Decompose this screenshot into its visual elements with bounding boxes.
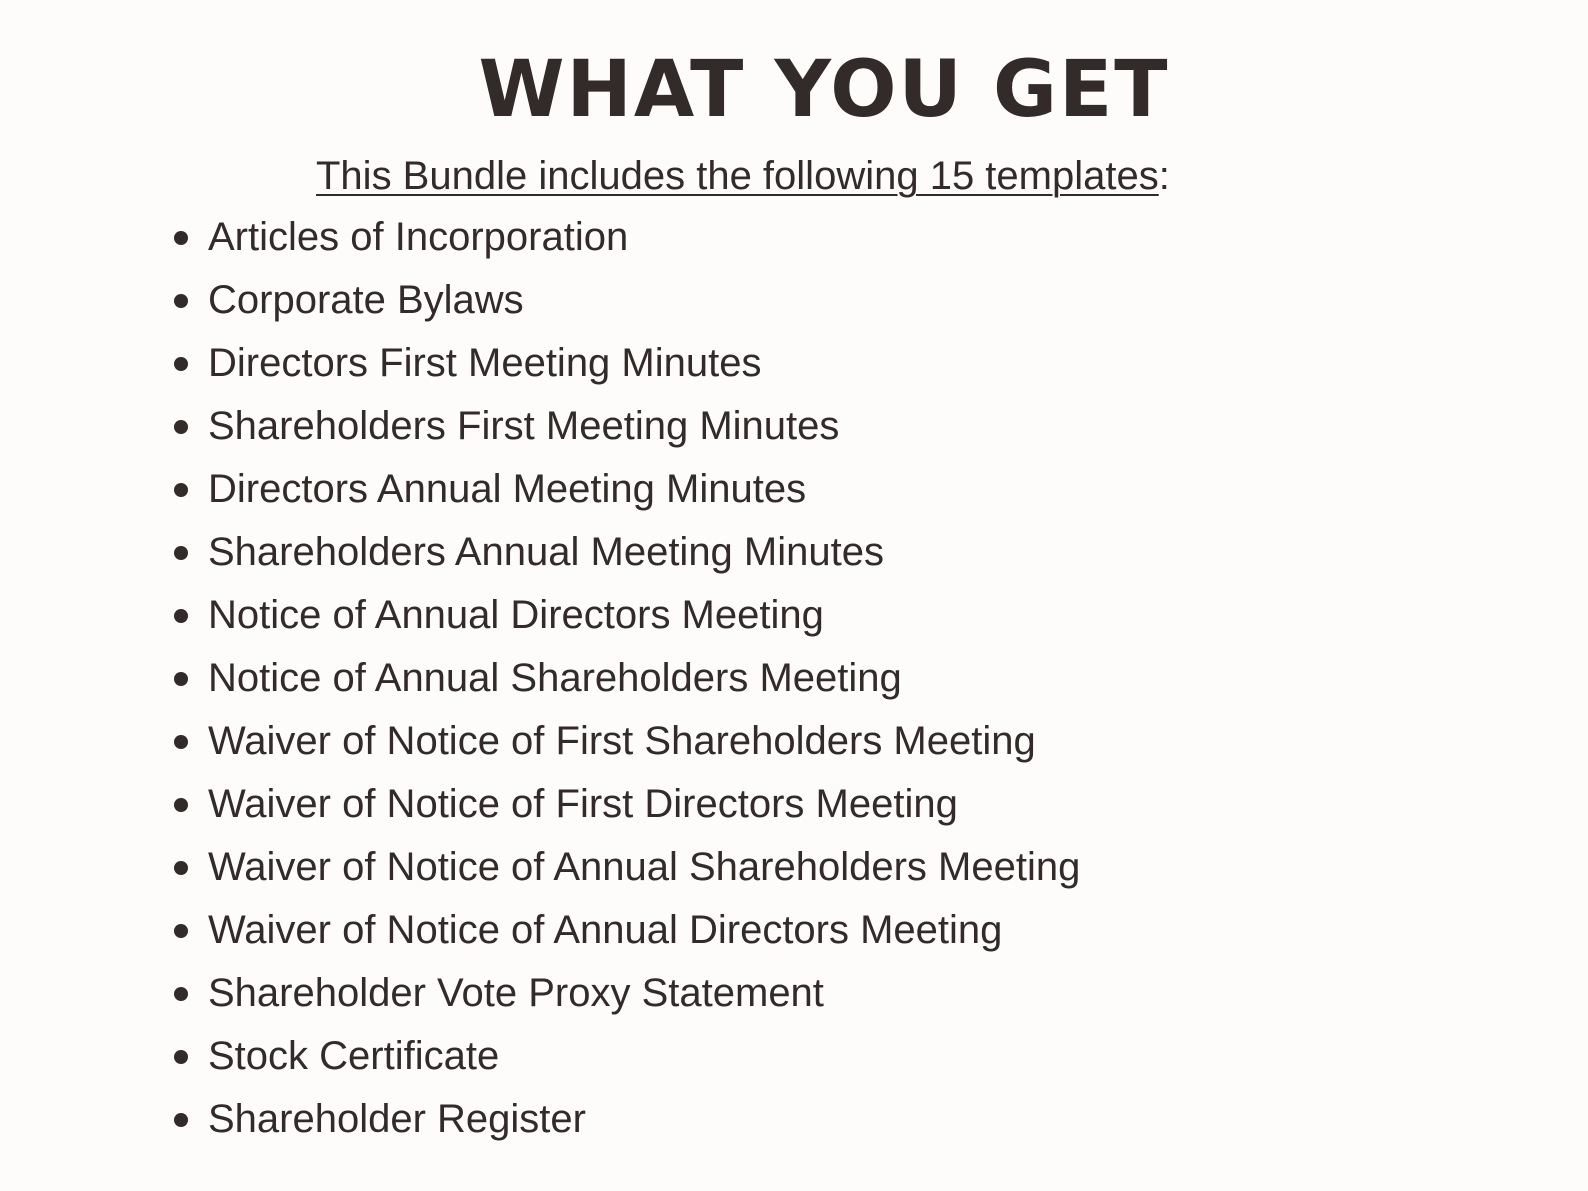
list-item-label: Shareholders First Meeting Minutes: [208, 404, 840, 448]
list-item: [172, 1088, 1080, 1151]
bullet-icon: [174, 483, 188, 497]
list-item: [172, 269, 1080, 332]
list-item: [172, 1025, 1080, 1088]
list-item: [172, 584, 1080, 647]
list-item-label: Articles of Incorporation: [208, 215, 629, 259]
list-item-label: Stock Certificate: [208, 1034, 500, 1078]
list-item: [172, 836, 1080, 899]
list-item: [172, 773, 1080, 836]
list-item-label: Shareholder Register: [208, 1097, 586, 1141]
bullet-icon: [174, 357, 188, 371]
bullet-icon: [174, 924, 188, 938]
bullet-icon: [174, 294, 188, 308]
bullet-icon: [174, 420, 188, 434]
list-item-label: Directors Annual Meeting Minutes: [208, 467, 807, 511]
bundle-subtitle-colon: :: [1158, 154, 1170, 198]
list-item-label: Directors First Meeting Minutes: [208, 341, 762, 385]
bullet-icon: [174, 1050, 188, 1064]
list-item: [172, 962, 1080, 1025]
bullet-icon: [174, 987, 188, 1001]
list-item: [172, 332, 1080, 395]
bullet-icon: [174, 672, 188, 686]
bullet-icon: [174, 798, 188, 812]
list-item-label: Waiver of Notice of Annual Shareholders Meeting: [208, 845, 1081, 889]
list-item: [172, 458, 1080, 521]
list-item: [172, 647, 1080, 710]
bullet-icon: [174, 546, 188, 560]
list-item-label: Shareholder Vote Proxy Statement: [208, 971, 824, 1015]
bullet-icon: [174, 861, 188, 875]
list-item-label: Notice of Annual Directors Meeting: [208, 593, 824, 637]
list-item-label: Waiver of Notice of First Directors Meeting: [208, 782, 958, 826]
list-item-label: Waiver of Notice of Annual Directors Meeting: [208, 908, 1003, 952]
page-title: WHAT YOU GET: [478, 45, 1170, 135]
bullet-icon: [174, 735, 188, 749]
list-item: [172, 521, 1080, 584]
templates-list: [172, 206, 1080, 1151]
list-item-label: Waiver of Notice of First Shareholders Meeting: [208, 719, 1036, 763]
list-item: [172, 206, 1080, 269]
list-item-label: Corporate Bylaws: [208, 278, 524, 322]
bundle-subtitle: [316, 146, 1170, 206]
list-item-label: Notice of Annual Shareholders Meeting: [208, 656, 902, 700]
list-item: [172, 710, 1080, 773]
list-item-label: Shareholders Annual Meeting Minutes: [208, 530, 884, 574]
bullet-icon: [174, 231, 188, 245]
list-item: [172, 395, 1080, 458]
bundle-subtitle-text: This Bundle includes the following 15 templates: [316, 154, 1159, 198]
list-item: [172, 899, 1080, 962]
bullet-icon: [174, 1113, 188, 1127]
bullet-icon: [174, 609, 188, 623]
